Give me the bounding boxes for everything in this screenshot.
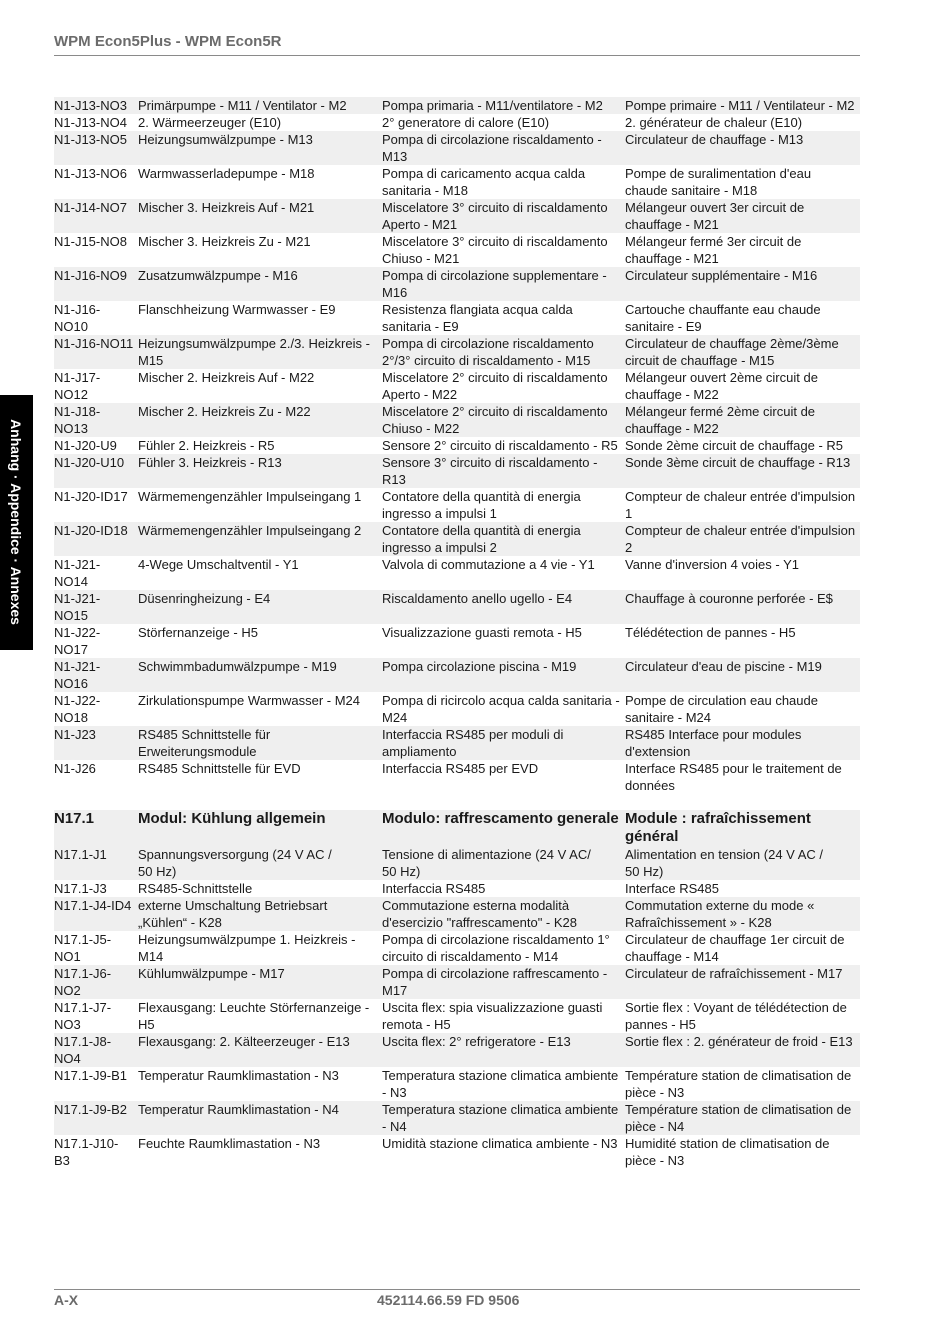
terminal-code-cell: N1-J21-NO15	[54, 590, 138, 624]
french-cell: Télédétection de pannes - H5	[625, 624, 860, 658]
footer-rule	[54, 1289, 860, 1290]
italian-cell: Miscelatore 3° circuito di riscaldamento Chiuso - M21	[382, 233, 625, 267]
table-row	[54, 965, 860, 999]
terminal-code-cell: N17.1-J5-NO1	[54, 931, 138, 965]
table-row	[54, 590, 860, 624]
terminal-code-cell: N1-J16-NO9	[54, 267, 138, 301]
german-cell: Fühler 3. Heizkreis - R13	[138, 454, 382, 488]
italian-cell: Sensore 2° circuito di riscaldamento - R5	[382, 437, 625, 454]
german-cell: Schwimmbadumwälzpumpe - M19	[138, 658, 382, 692]
german-cell: RS485-Schnittstelle	[138, 880, 382, 897]
table-row	[54, 454, 860, 488]
french-cell: Interface RS485	[625, 880, 860, 897]
french-cell: Vanne d'inversion 4 voies - Y1	[625, 556, 860, 590]
table-row	[54, 897, 860, 931]
terminal-table-body	[54, 97, 860, 794]
italian-cell: Commutazione esterna modalità d'esercizio "raffrescamento" - K28	[382, 897, 625, 931]
table-row	[54, 1101, 860, 1135]
page-number: A-X	[54, 1292, 79, 1308]
section-heading-fr: Module : rafraîchissement général	[625, 810, 860, 846]
german-cell: Wärmemengenzähler Impulseingang 1	[138, 488, 382, 522]
terminal-code-cell: N1-J20-U9	[54, 437, 138, 454]
terminal-code-cell: N1-J22-NO18	[54, 692, 138, 726]
terminal-code-cell: N1-J13-NO4	[54, 114, 138, 131]
side-tab	[0, 395, 33, 650]
french-cell: RS485 Interface pour modules d'extension	[625, 726, 860, 760]
table-row	[54, 658, 860, 692]
table-row	[54, 1033, 860, 1067]
terminal-code-cell: N1-J20-ID18	[54, 522, 138, 556]
french-cell: Compteur de chaleur entrée d'impulsion 2	[625, 522, 860, 556]
french-cell: Circulateur de chauffage - M13	[625, 131, 860, 165]
italian-cell: Temperatura stazione climatica ambiente - N3	[382, 1067, 625, 1101]
german-cell: Temperatur Raumklimastation - N3	[138, 1067, 382, 1101]
section-heading-body	[54, 810, 860, 846]
french-cell: Mélangeur ouvert 3er circuit de chauffage - M21	[625, 199, 860, 233]
german-cell: Zirkulationspumpe Warmwasser - M24	[138, 692, 382, 726]
section-heading-de: Modul: Kühlung allgemein	[138, 810, 382, 846]
section-heading-it: Modulo: raffrescamento generale	[382, 810, 625, 846]
german-cell: Temperatur Raumklimastation - N4	[138, 1101, 382, 1135]
terminal-code-cell: N1-J18-NO13	[54, 403, 138, 437]
french-cell: Circulateur de rafraîchissement - M17	[625, 965, 860, 999]
terminal-code-cell: N1-J26	[54, 760, 138, 794]
german-cell: RS485 Schnittstelle für Erweiterungsmodule	[138, 726, 382, 760]
french-cell: Sortie flex : Voyant de télédétection de pannes - H5	[625, 999, 860, 1033]
french-cell: Pompe primaire - M11 / Ventilateur - M2	[625, 97, 860, 114]
terminal-code-cell: N17.1-J3	[54, 880, 138, 897]
table-row	[54, 880, 860, 897]
french-cell: Commutation externe du mode « Rafraîchissement » - K28	[625, 897, 860, 931]
french-cell: Circulateur supplémentaire - M16	[625, 267, 860, 301]
terminal-code-cell: N17.1-J1	[54, 846, 138, 880]
french-cell: Sonde 2ème circuit de chauffage - R5	[625, 437, 860, 454]
table-row	[54, 556, 860, 590]
german-cell: Düsenringheizung - E4	[138, 590, 382, 624]
terminal-code-cell: N1-J15-NO8	[54, 233, 138, 267]
table-row	[54, 999, 860, 1033]
german-cell: Feuchte Raumklimastation - N3	[138, 1135, 382, 1169]
separator-row	[54, 794, 860, 810]
italian-cell: Contatore della quantità di energia ingresso a impulsi 2	[382, 522, 625, 556]
french-cell: Pompe de suralimentation d'eau chaude sanitaire - M18	[625, 165, 860, 199]
german-cell: Wärmemengenzähler Impulseingang 2	[138, 522, 382, 556]
italian-cell: Pompa di circolazione supplementare - M16	[382, 267, 625, 301]
table-row	[54, 369, 860, 403]
french-cell: Sortie flex : 2. générateur de froid - E13	[625, 1033, 860, 1067]
table-row	[54, 114, 860, 131]
italian-cell: Resistenza flangiata acqua calda sanitaria - E9	[382, 301, 625, 335]
terminal-code-cell: N1-J13-NO6	[54, 165, 138, 199]
german-cell: 2. Wärmeerzeuger (E10)	[138, 114, 382, 131]
french-cell: Chauffage à couronne perforée - E$	[625, 590, 860, 624]
terminal-code-cell: N1-J16-NO11	[54, 335, 138, 369]
table-row	[54, 624, 860, 658]
table-row	[54, 403, 860, 437]
french-cell: 2. générateur de chaleur (E10)	[625, 114, 860, 131]
terminal-code-cell: N17.1-J8-NO4	[54, 1033, 138, 1067]
section-heading-code: N17.1	[54, 810, 138, 846]
italian-cell: Miscelatore 2° circuito di riscaldamento Aperto - M22	[382, 369, 625, 403]
german-cell: Zusatzumwälzpumpe - M16	[138, 267, 382, 301]
italian-cell: Uscita flex: spia visualizzazione guasti remota - H5	[382, 999, 625, 1033]
german-cell: Mischer 2. Heizkreis Zu - M22	[138, 403, 382, 437]
german-cell: Spannungsversorgung (24 V AC / 50 Hz)	[138, 846, 382, 880]
page-header-title: WPM Econ5Plus - WPM Econ5R	[54, 33, 282, 50]
terminal-code-cell: N1-J21-NO16	[54, 658, 138, 692]
table-row	[54, 522, 860, 556]
french-cell: Circulateur de chauffage 2ème/3ème circuit de chauffage - M15	[625, 335, 860, 369]
table-row	[54, 199, 860, 233]
terminal-table-container	[54, 97, 860, 1169]
italian-cell: Tensione di alimentazione (24 V AC/ 50 Hz)	[382, 846, 625, 880]
table-row	[54, 131, 860, 165]
italian-cell: Miscelatore 3° circuito di riscaldamento Aperto - M21	[382, 199, 625, 233]
german-cell: Fühler 2. Heizkreis - R5	[138, 437, 382, 454]
terminal-code-cell: N17.1-J7-NO3	[54, 999, 138, 1033]
section-heading-row	[54, 810, 860, 846]
table-row	[54, 760, 860, 794]
terminal-code-cell: N1-J13-NO3	[54, 97, 138, 114]
french-cell: Mélangeur fermé 3er circuit de chauffage - M21	[625, 233, 860, 267]
italian-cell: Uscita flex: 2° refrigeratore - E13	[382, 1033, 625, 1067]
italian-cell: Pompa di circolazione riscaldamento - M13	[382, 131, 625, 165]
german-cell: Mischer 3. Heizkreis Zu - M21	[138, 233, 382, 267]
table-row	[54, 846, 860, 880]
italian-cell: Pompa primaria - M11/ventilatore - M2	[382, 97, 625, 114]
table-row	[54, 335, 860, 369]
terminal-code-cell: N1-J13-NO5	[54, 131, 138, 165]
table-row	[54, 437, 860, 454]
italian-cell: Pompa di circolazione riscaldamento 1° circuito di riscaldamento - M14	[382, 931, 625, 965]
terminal-code-cell: N1-J21-NO14	[54, 556, 138, 590]
german-cell: Primärpumpe - M11 / Ventilator - M2	[138, 97, 382, 114]
italian-cell: Riscaldamento anello ugello - E4	[382, 590, 625, 624]
french-cell: Sonde 3ème circuit de chauffage - R13	[625, 454, 860, 488]
terminal-code-cell: N17.1-J9-B2	[54, 1101, 138, 1135]
german-cell: Heizungsumwälzpumpe 2./3. Heizkreis - M15	[138, 335, 382, 369]
french-cell: Circulateur de chauffage 1er circuit de chauffage - M14	[625, 931, 860, 965]
italian-cell: Interfaccia RS485 per EVD	[382, 760, 625, 794]
side-tab-label: Anhang · Appendice · Annexes	[8, 419, 24, 625]
table-row	[54, 97, 860, 114]
italian-cell: Umidità stazione climatica ambiente - N3	[382, 1135, 625, 1169]
german-cell: RS485 Schnittstelle für EVD	[138, 760, 382, 794]
french-cell: Température station de climatisation de pièce - N3	[625, 1067, 860, 1101]
terminal-code-cell: N1-J16-NO10	[54, 301, 138, 335]
table-row	[54, 165, 860, 199]
italian-cell: 2° generatore di calore (E10)	[382, 114, 625, 131]
terminal-code-cell: N1-J23	[54, 726, 138, 760]
terminal-table	[54, 97, 860, 1169]
german-cell: Heizungsumwälzpumpe - M13	[138, 131, 382, 165]
italian-cell: Visualizzazione guasti remota - H5	[382, 624, 625, 658]
french-cell: Alimentation en tension (24 V AC / 50 Hz)	[625, 846, 860, 880]
italian-cell: Contatore della quantità di energia ingresso a impulsi 1	[382, 488, 625, 522]
german-cell: Mischer 3. Heizkreis Auf - M21	[138, 199, 382, 233]
table-row	[54, 233, 860, 267]
terminal-code-cell: N17.1-J6-NO2	[54, 965, 138, 999]
italian-cell: Pompa di circolazione riscaldamento 2°/3° circuito di riscaldamento - M15	[382, 335, 625, 369]
table-row	[54, 1135, 860, 1169]
section-separator	[54, 794, 860, 810]
table-row	[54, 931, 860, 965]
italian-cell: Pompa di caricamento acqua calda sanitaria - M18	[382, 165, 625, 199]
italian-cell: Miscelatore 2° circuito di riscaldamento Chiuso - M22	[382, 403, 625, 437]
french-cell: Circulateur d'eau de piscine - M19	[625, 658, 860, 692]
terminal-code-cell: N1-J14-NO7	[54, 199, 138, 233]
french-cell: Pompe de circulation eau chaude sanitaire - M24	[625, 692, 860, 726]
table-row	[54, 726, 860, 760]
terminal-code-cell: N17.1-J10-B3	[54, 1135, 138, 1169]
italian-cell: Temperatura stazione climatica ambiente - N4	[382, 1101, 625, 1135]
terminal-code-cell: N17.1-J9-B1	[54, 1067, 138, 1101]
italian-cell: Interfaccia RS485 per moduli di ampliamento	[382, 726, 625, 760]
italian-cell: Pompa circolazione piscina - M19	[382, 658, 625, 692]
italian-cell: Pompa di circolazione raffrescamento - M17	[382, 965, 625, 999]
french-cell: Température station de climatisation de pièce - N4	[625, 1101, 860, 1135]
terminal-code-cell: N17.1-J4-ID4	[54, 897, 138, 931]
german-cell: Mischer 2. Heizkreis Auf - M22	[138, 369, 382, 403]
french-cell: Interface RS485 pour le traitement de données	[625, 760, 860, 794]
table-row	[54, 301, 860, 335]
section-table-body	[54, 846, 860, 1169]
french-cell: Compteur de chaleur entrée d'impulsion 1	[625, 488, 860, 522]
terminal-code-cell: N1-J20-ID17	[54, 488, 138, 522]
terminal-code-cell: N1-J20-U10	[54, 454, 138, 488]
german-cell: 4-Wege Umschaltventil - Y1	[138, 556, 382, 590]
table-row	[54, 267, 860, 301]
italian-cell: Valvola di commutazione a 4 vie - Y1	[382, 556, 625, 590]
table-row	[54, 488, 860, 522]
french-cell: Mélangeur ouvert 2ème circuit de chauffage - M22	[625, 369, 860, 403]
terminal-code-cell: N1-J17-NO12	[54, 369, 138, 403]
french-cell: Humidité station de climatisation de pièce - N3	[625, 1135, 860, 1169]
german-cell: Flexausgang: 2. Kälteerzeuger - E13	[138, 1033, 382, 1067]
document-number: 452114.66.59 FD 9506	[377, 1292, 520, 1308]
table-row	[54, 692, 860, 726]
french-cell: Cartouche chauffante eau chaude sanitaire - E9	[625, 301, 860, 335]
german-cell: Warmwasserladepumpe - M18	[138, 165, 382, 199]
german-cell: Flexausgang: Leuchte Störfernanzeige - H5	[138, 999, 382, 1033]
italian-cell: Interfaccia RS485	[382, 880, 625, 897]
header-rule	[54, 55, 860, 56]
table-row	[54, 1067, 860, 1101]
german-cell: Störfernanzeige - H5	[138, 624, 382, 658]
german-cell: externe Umschaltung Betriebsart „Kühlen“ - K28	[138, 897, 382, 931]
french-cell: Mélangeur fermé 2ème circuit de chauffage - M22	[625, 403, 860, 437]
german-cell: Kühlumwälzpumpe - M17	[138, 965, 382, 999]
terminal-code-cell: N1-J22-NO17	[54, 624, 138, 658]
german-cell: Heizungsumwälzpumpe 1. Heizkreis - M14	[138, 931, 382, 965]
italian-cell: Pompa di ricircolo acqua calda sanitaria - M24	[382, 692, 625, 726]
italian-cell: Sensore 3° circuito di riscaldamento - R13	[382, 454, 625, 488]
german-cell: Flanschheizung Warmwasser - E9	[138, 301, 382, 335]
